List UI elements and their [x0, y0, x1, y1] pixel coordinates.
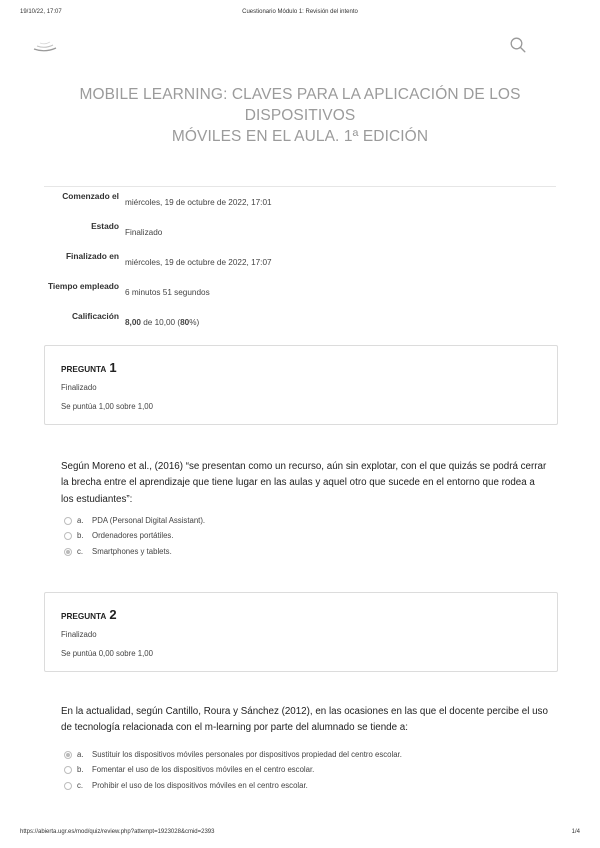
logo-icon[interactable]	[32, 40, 58, 54]
grade-percent: 80	[180, 318, 190, 327]
page-title	[30, 84, 570, 147]
option-text: Sustituir los dispositivos móviles personales por dispositivos propiedad del centro escolar.	[92, 750, 402, 759]
print-title: Cuestionario Módulo 1: Revisión del intento	[242, 9, 358, 15]
radio-button[interactable]	[64, 532, 72, 540]
option-letter: a.	[77, 750, 84, 759]
question-grade: Se puntúa 1,00 sobre 1,00	[61, 402, 153, 411]
radio-button[interactable]	[64, 517, 72, 525]
question-label: PREGUNTA	[61, 365, 107, 374]
question-1-options	[64, 516, 544, 562]
question-text-line: los estudiantes”:	[61, 493, 133, 505]
option-text: Prohibir el uso de los dispositivos móviles en el centro escolar.	[92, 780, 308, 790]
summary-row-state	[44, 217, 556, 247]
question-2-info	[44, 592, 558, 672]
question-grade: Se puntúa 0,00 sobre 1,00	[61, 649, 153, 658]
answer-option-c[interactable]	[64, 781, 544, 796]
answer-option-a[interactable]	[64, 750, 544, 765]
grade-value	[125, 318, 199, 327]
question-state: Finalizado	[61, 383, 97, 392]
option-text: Fomentar el uso de los dispositivos móviles en el centro escolar.	[92, 765, 315, 775]
question-state: Finalizado	[61, 630, 97, 639]
question-number	[61, 607, 117, 622]
question-text-line: de tecnología relacionada con el m-learning por parte del alumnado se tiende a:	[61, 722, 408, 734]
print-header	[0, 9, 600, 21]
option-text: Ordenadores portátiles.	[92, 531, 174, 541]
radio-button[interactable]	[64, 766, 72, 774]
time-value: 6 minutos 51 segundos	[125, 288, 210, 297]
page-title-line-1: MOBILE LEARNING: CLAVES PARA LA APLICACIÓN DE LOS DISPOSITIVOS	[79, 86, 521, 124]
grade-score: 8,00	[125, 318, 141, 327]
started-label: Comenzado el	[62, 191, 119, 201]
search-icon[interactable]	[509, 36, 527, 54]
question-2-options	[64, 750, 544, 796]
state-value: Finalizado	[125, 228, 163, 237]
option-letter: a.	[77, 516, 84, 525]
summary-row-started	[44, 187, 556, 217]
question-num: 2	[109, 607, 117, 622]
summary-row-grade	[44, 307, 556, 337]
question-text-line: Según Moreno et al., (2016) “se presentan como un recurso, aún sin explotar, con el que quizás se podrá cerrar	[61, 461, 547, 472]
radio-button-selected[interactable]	[64, 751, 72, 759]
started-value: miércoles, 19 de octubre de 2022, 17:01	[125, 198, 272, 207]
summary-row-finished	[44, 247, 556, 277]
radio-button[interactable]	[64, 782, 72, 790]
summary-row-time	[44, 277, 556, 307]
question-text-line: la brecha entre el aprendizaje que tiene lugar en las aulas y aquel otro que sucede en el entorno que rodea a	[61, 477, 535, 489]
question-num: 1	[109, 360, 117, 375]
radio-button-selected[interactable]	[64, 548, 72, 556]
state-label: Estado	[91, 221, 119, 231]
question-1-info	[44, 345, 558, 425]
answer-option-a[interactable]	[64, 516, 544, 531]
finished-label: Finalizado en	[65, 251, 119, 261]
print-url: https://abierta.ugr.es/mod/quiz/review.php?attempt=1923028&cmid=2393	[20, 829, 215, 835]
answer-option-c[interactable]	[64, 547, 544, 562]
question-text-line: En la actualidad, según Cantillo, Roura y Sánchez (2012), en las ocasiones en las que el docente percibe el uso	[61, 706, 548, 717]
option-letter: b.	[77, 531, 84, 541]
page-title-line-2: MÓVILES EN EL AULA. 1ª EDICIÓN	[171, 128, 429, 145]
attempt-summary	[44, 186, 556, 337]
time-label: Tiempo empleado	[47, 281, 119, 291]
answer-option-b[interactable]	[64, 765, 544, 780]
question-number	[61, 360, 117, 375]
grade-end: %)	[189, 318, 200, 327]
page-number: 1/4	[571, 829, 580, 835]
answer-option-b[interactable]	[64, 531, 544, 546]
option-text: PDA (Personal Digital Assistant).	[92, 516, 206, 525]
option-letter: c.	[77, 780, 84, 790]
question-1-text	[61, 459, 551, 508]
option-text: Smartphones y tablets.	[92, 546, 172, 556]
question-label: PREGUNTA	[61, 612, 107, 621]
print-date: 19/10/22, 17:07	[20, 9, 62, 15]
option-letter: b.	[77, 765, 84, 775]
grade-label: Calificación	[71, 311, 119, 321]
grade-mid: de 10,00 (	[140, 318, 181, 327]
finished-value: miércoles, 19 de octubre de 2022, 17:07	[125, 258, 272, 267]
print-footer	[0, 829, 600, 841]
option-letter: c.	[77, 546, 84, 556]
question-2-text	[61, 704, 551, 737]
